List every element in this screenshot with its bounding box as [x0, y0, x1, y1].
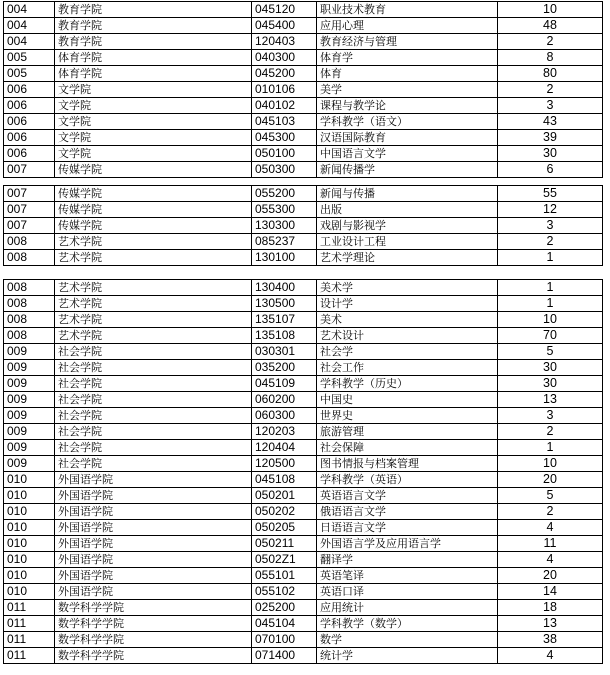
table-row [4, 296, 603, 312]
enrollment-count-cell: 2 [498, 234, 603, 250]
table-row [4, 376, 603, 392]
major-code-cell: 040102 [252, 98, 317, 114]
school-code-cell: 010 [4, 536, 55, 552]
major-code-cell: 135108 [252, 328, 317, 344]
school-name-cell: 数学科学学院 [55, 616, 252, 632]
major-code-cell: 060200 [252, 392, 317, 408]
table-row [4, 536, 603, 552]
school-name-cell: 数学科学学院 [55, 600, 252, 616]
enrollment-count-cell: 2 [498, 34, 603, 50]
major-code-cell: 120403 [252, 34, 317, 50]
enrollment-count-cell: 2 [498, 504, 603, 520]
table-row [4, 440, 603, 456]
enrollment-count-cell: 1 [498, 280, 603, 296]
major-code-cell: 045104 [252, 616, 317, 632]
school-name-cell: 文学院 [55, 98, 252, 114]
table-row [4, 186, 603, 202]
school-code-cell: 006 [4, 130, 55, 146]
major-name-cell: 艺术学理论 [317, 250, 498, 266]
major-code-cell: 135107 [252, 312, 317, 328]
school-name-cell: 社会学院 [55, 408, 252, 424]
table-block-2 [3, 185, 603, 266]
school-name-cell: 艺术学院 [55, 312, 252, 328]
major-name-cell: 设计学 [317, 296, 498, 312]
enrollment-count-cell: 4 [498, 520, 603, 536]
major-name-cell: 戏剧与影视学 [317, 218, 498, 234]
major-name-cell: 统计学 [317, 648, 498, 664]
table-row [4, 456, 603, 472]
table-row [4, 424, 603, 440]
major-code-cell: 120500 [252, 456, 317, 472]
major-name-cell: 职业技术教育 [317, 2, 498, 18]
major-name-cell: 美术 [317, 312, 498, 328]
enrollment-count-cell: 1 [498, 250, 603, 266]
enrollment-count-cell: 43 [498, 114, 603, 130]
school-code-cell: 006 [4, 114, 55, 130]
school-name-cell: 社会学院 [55, 392, 252, 408]
enrollment-count-cell: 12 [498, 202, 603, 218]
school-code-cell: 011 [4, 600, 55, 616]
major-code-cell: 0502Z1 [252, 552, 317, 568]
major-name-cell: 课程与教学论 [317, 98, 498, 114]
table-row [4, 312, 603, 328]
major-code-cell: 045103 [252, 114, 317, 130]
school-code-cell: 009 [4, 360, 55, 376]
school-code-cell: 008 [4, 328, 55, 344]
major-code-cell: 071400 [252, 648, 317, 664]
major-code-cell: 010106 [252, 82, 317, 98]
major-name-cell: 新闻与传播 [317, 186, 498, 202]
major-code-cell: 130300 [252, 218, 317, 234]
major-code-cell: 045108 [252, 472, 317, 488]
major-name-cell: 英语口译 [317, 584, 498, 600]
school-name-cell: 数学科学学院 [55, 648, 252, 664]
school-code-cell: 006 [4, 146, 55, 162]
major-name-cell: 出版 [317, 202, 498, 218]
table-row [4, 130, 603, 146]
enrollment-count-cell: 13 [498, 392, 603, 408]
major-code-cell: 130500 [252, 296, 317, 312]
school-code-cell: 010 [4, 520, 55, 536]
major-name-cell: 旅游管理 [317, 424, 498, 440]
enrollment-count-cell: 10 [498, 456, 603, 472]
enrollment-count-cell: 80 [498, 66, 603, 82]
major-name-cell: 汉语国际教育 [317, 130, 498, 146]
school-name-cell: 教育学院 [55, 18, 252, 34]
major-name-cell: 翻译学 [317, 552, 498, 568]
enrollment-count-cell: 8 [498, 50, 603, 66]
school-code-cell: 004 [4, 34, 55, 50]
school-name-cell: 外国语学院 [55, 472, 252, 488]
major-name-cell: 外国语言学及应用语言学 [317, 536, 498, 552]
enrollment-count-cell: 3 [498, 408, 603, 424]
table-row [4, 146, 603, 162]
major-name-cell: 体育学 [317, 50, 498, 66]
major-code-cell: 085237 [252, 234, 317, 250]
major-name-cell: 英语笔译 [317, 568, 498, 584]
school-name-cell: 艺术学院 [55, 296, 252, 312]
school-name-cell: 传媒学院 [55, 186, 252, 202]
major-code-cell: 055101 [252, 568, 317, 584]
school-name-cell: 外国语学院 [55, 536, 252, 552]
school-name-cell: 外国语学院 [55, 552, 252, 568]
table-row [4, 82, 603, 98]
major-code-cell: 045400 [252, 18, 317, 34]
enrollment-count-cell: 10 [498, 312, 603, 328]
school-code-cell: 010 [4, 504, 55, 520]
table-row [4, 280, 603, 296]
major-name-cell: 数学 [317, 632, 498, 648]
table-row [4, 632, 603, 648]
table-row [4, 552, 603, 568]
school-name-cell: 外国语学院 [55, 504, 252, 520]
school-code-cell: 007 [4, 202, 55, 218]
major-code-cell: 025200 [252, 600, 317, 616]
enrollment-count-cell: 5 [498, 488, 603, 504]
major-name-cell: 体育 [317, 66, 498, 82]
school-code-cell: 009 [4, 408, 55, 424]
enrollment-table [3, 185, 603, 266]
school-name-cell: 外国语学院 [55, 520, 252, 536]
table-row [4, 66, 603, 82]
school-code-cell: 010 [4, 568, 55, 584]
school-code-cell: 008 [4, 250, 55, 266]
school-name-cell: 外国语学院 [55, 488, 252, 504]
enrollment-count-cell: 70 [498, 328, 603, 344]
table-row [4, 504, 603, 520]
school-code-cell: 009 [4, 344, 55, 360]
school-code-cell: 007 [4, 162, 55, 178]
enrollment-count-cell: 4 [498, 552, 603, 568]
enrollment-count-cell: 5 [498, 344, 603, 360]
table-row [4, 344, 603, 360]
enrollment-count-cell: 10 [498, 2, 603, 18]
major-name-cell: 学科教学（数学） [317, 616, 498, 632]
table-row [4, 50, 603, 66]
table-row [4, 202, 603, 218]
major-name-cell: 学科教学（历史） [317, 376, 498, 392]
table-row [4, 392, 603, 408]
enrollment-count-cell: 30 [498, 376, 603, 392]
major-code-cell: 060300 [252, 408, 317, 424]
enrollment-count-cell: 1 [498, 440, 603, 456]
school-name-cell: 传媒学院 [55, 162, 252, 178]
table-row [4, 18, 603, 34]
major-name-cell: 学科教学（语文） [317, 114, 498, 130]
major-code-cell: 050201 [252, 488, 317, 504]
table-row [4, 472, 603, 488]
school-code-cell: 008 [4, 234, 55, 250]
school-name-cell: 艺术学院 [55, 234, 252, 250]
major-code-cell: 050211 [252, 536, 317, 552]
table-row [4, 584, 603, 600]
school-name-cell: 文学院 [55, 146, 252, 162]
enrollment-count-cell: 20 [498, 472, 603, 488]
major-name-cell: 应用心理 [317, 18, 498, 34]
major-code-cell: 055102 [252, 584, 317, 600]
enrollment-count-cell: 6 [498, 162, 603, 178]
major-name-cell: 艺术设计 [317, 328, 498, 344]
enrollment-count-cell: 30 [498, 360, 603, 376]
major-code-cell: 055300 [252, 202, 317, 218]
school-name-cell: 社会学院 [55, 376, 252, 392]
table-row [4, 648, 603, 664]
school-code-cell: 011 [4, 648, 55, 664]
school-name-cell: 社会学院 [55, 456, 252, 472]
school-name-cell: 传媒学院 [55, 218, 252, 234]
school-name-cell: 数学科学学院 [55, 632, 252, 648]
enrollment-count-cell: 11 [498, 536, 603, 552]
table-row [4, 34, 603, 50]
school-name-cell: 文学院 [55, 114, 252, 130]
school-code-cell: 008 [4, 296, 55, 312]
enrollment-count-cell: 2 [498, 82, 603, 98]
enrollment-count-cell: 38 [498, 632, 603, 648]
school-name-cell: 体育学院 [55, 66, 252, 82]
table-row [4, 162, 603, 178]
enrollment-count-cell: 14 [498, 584, 603, 600]
school-code-cell: 011 [4, 632, 55, 648]
table-row [4, 600, 603, 616]
table-row [4, 2, 603, 18]
major-code-cell: 045300 [252, 130, 317, 146]
major-code-cell: 050205 [252, 520, 317, 536]
enrollment-count-cell: 18 [498, 600, 603, 616]
school-name-cell: 教育学院 [55, 34, 252, 50]
table-row [4, 250, 603, 266]
school-name-cell: 文学院 [55, 82, 252, 98]
major-name-cell: 美学 [317, 82, 498, 98]
table-row [4, 616, 603, 632]
table-row [4, 98, 603, 114]
enrollment-count-cell: 30 [498, 146, 603, 162]
major-code-cell: 130100 [252, 250, 317, 266]
major-code-cell: 045109 [252, 376, 317, 392]
major-name-cell: 世界史 [317, 408, 498, 424]
school-code-cell: 005 [4, 50, 55, 66]
table-row [4, 218, 603, 234]
school-name-cell: 社会学院 [55, 344, 252, 360]
school-code-cell: 007 [4, 186, 55, 202]
major-code-cell: 030301 [252, 344, 317, 360]
school-code-cell: 008 [4, 280, 55, 296]
major-code-cell: 120404 [252, 440, 317, 456]
major-name-cell: 教育经济与管理 [317, 34, 498, 50]
major-name-cell: 社会学 [317, 344, 498, 360]
enrollment-count-cell: 1 [498, 296, 603, 312]
major-code-cell: 050202 [252, 504, 317, 520]
major-name-cell: 应用统计 [317, 600, 498, 616]
school-name-cell: 艺术学院 [55, 250, 252, 266]
school-name-cell: 传媒学院 [55, 202, 252, 218]
enrollment-table [3, 1, 603, 178]
table-row [4, 520, 603, 536]
school-name-cell: 艺术学院 [55, 280, 252, 296]
school-name-cell: 社会学院 [55, 440, 252, 456]
major-name-cell: 英语语言文学 [317, 488, 498, 504]
major-name-cell: 美术学 [317, 280, 498, 296]
school-code-cell: 009 [4, 392, 55, 408]
major-name-cell: 中国语言文学 [317, 146, 498, 162]
table-row [4, 568, 603, 584]
school-name-cell: 艺术学院 [55, 328, 252, 344]
major-code-cell: 045120 [252, 2, 317, 18]
school-name-cell: 外国语学院 [55, 568, 252, 584]
school-code-cell: 007 [4, 218, 55, 234]
school-code-cell: 006 [4, 82, 55, 98]
table-row [4, 328, 603, 344]
table-row [4, 488, 603, 504]
school-code-cell: 009 [4, 440, 55, 456]
school-name-cell: 文学院 [55, 130, 252, 146]
enrollment-count-cell: 3 [498, 218, 603, 234]
major-code-cell: 120203 [252, 424, 317, 440]
major-code-cell: 055200 [252, 186, 317, 202]
major-name-cell: 新闻传播学 [317, 162, 498, 178]
enrollment-count-cell: 3 [498, 98, 603, 114]
table-row [4, 360, 603, 376]
school-code-cell: 009 [4, 456, 55, 472]
major-code-cell: 040300 [252, 50, 317, 66]
major-name-cell: 日语语言文学 [317, 520, 498, 536]
table-row [4, 114, 603, 130]
enrollment-count-cell: 20 [498, 568, 603, 584]
major-code-cell: 035200 [252, 360, 317, 376]
school-code-cell: 009 [4, 424, 55, 440]
major-name-cell: 中国史 [317, 392, 498, 408]
major-name-cell: 学科教学（英语） [317, 472, 498, 488]
major-code-cell: 070100 [252, 632, 317, 648]
major-name-cell: 俄语语言文学 [317, 504, 498, 520]
table-block-1 [3, 1, 603, 178]
major-name-cell: 社会保障 [317, 440, 498, 456]
table-row [4, 408, 603, 424]
school-name-cell: 体育学院 [55, 50, 252, 66]
school-code-cell: 004 [4, 2, 55, 18]
table-block-3 [3, 279, 603, 664]
major-code-cell: 130400 [252, 280, 317, 296]
school-code-cell: 009 [4, 376, 55, 392]
enrollment-count-cell: 48 [498, 18, 603, 34]
school-name-cell: 外国语学院 [55, 584, 252, 600]
enrollment-count-cell: 2 [498, 424, 603, 440]
school-name-cell: 社会学院 [55, 360, 252, 376]
major-code-cell: 045200 [252, 66, 317, 82]
school-code-cell: 004 [4, 18, 55, 34]
enrollment-count-cell: 13 [498, 616, 603, 632]
enrollment-table [3, 279, 603, 664]
enrollment-count-cell: 4 [498, 648, 603, 664]
enrollment-count-cell: 39 [498, 130, 603, 146]
school-code-cell: 010 [4, 472, 55, 488]
school-code-cell: 010 [4, 584, 55, 600]
school-code-cell: 010 [4, 552, 55, 568]
school-code-cell: 006 [4, 98, 55, 114]
enrollment-count-cell: 55 [498, 186, 603, 202]
major-code-cell: 050300 [252, 162, 317, 178]
school-name-cell: 社会学院 [55, 424, 252, 440]
table-row [4, 234, 603, 250]
school-name-cell: 教育学院 [55, 2, 252, 18]
school-code-cell: 008 [4, 312, 55, 328]
school-code-cell: 011 [4, 616, 55, 632]
major-name-cell: 工业设计工程 [317, 234, 498, 250]
school-code-cell: 005 [4, 66, 55, 82]
school-code-cell: 010 [4, 488, 55, 504]
major-name-cell: 社会工作 [317, 360, 498, 376]
major-name-cell: 图书情报与档案管理 [317, 456, 498, 472]
major-code-cell: 050100 [252, 146, 317, 162]
